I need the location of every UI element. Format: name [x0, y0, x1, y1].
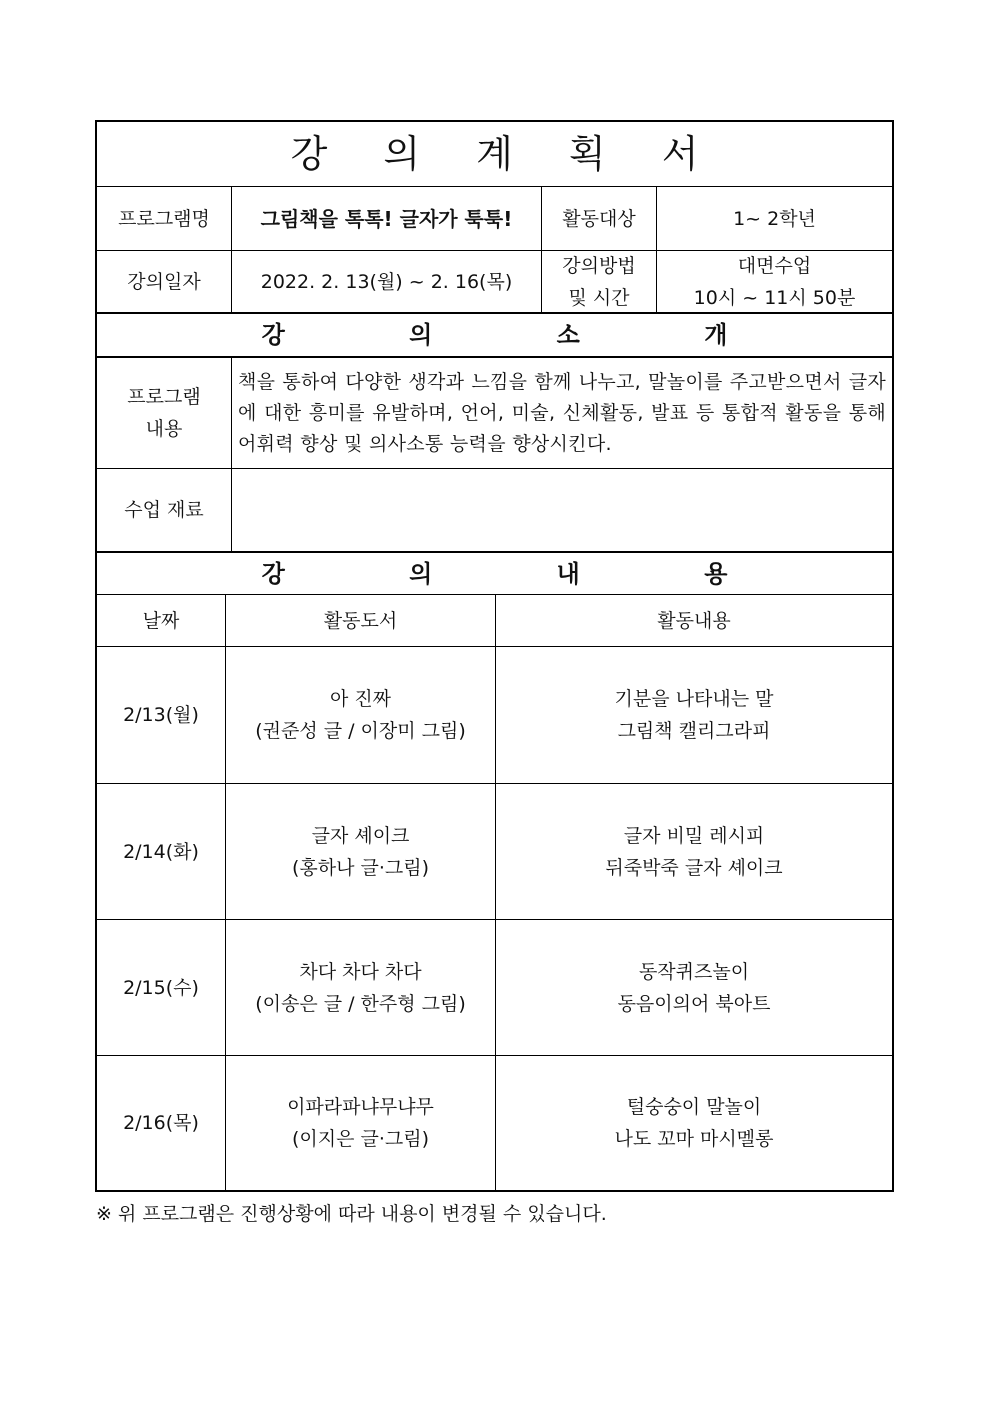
schedule-section-title: 강 의 내 용: [261, 559, 786, 588]
book-author: (홍하나 글·그림): [291, 856, 430, 879]
document-title: 강 의 계 획 서: [290, 132, 721, 176]
book-title: 글자 셰이크: [311, 824, 410, 847]
lecture-plan-table: [95, 120, 894, 1192]
content-text: 책을 통하여 다양한 생각과 느낌을 함께 나누고, 말놀이를 주고받으면서 글자에 대한 흥미를 유발하며, 언어, 미술, 신체활동, 발표 등 통합적 활동을 통해 어휘력 향상 및 의사소통 능력을 향상시킨다.: [238, 370, 886, 455]
divider: [541, 186, 542, 312]
method-value-line2: 10시 ~ 11시 50분: [693, 287, 856, 309]
target-value: 1~ 2학년: [733, 207, 816, 230]
book-author: (권준성 글 / 이장미 그림): [255, 720, 466, 742]
header-book: 활동도서: [323, 609, 398, 632]
method-label-line2: 및 시간: [568, 287, 630, 309]
table-row-book: [226, 647, 495, 783]
table-row-date: 2/13(월): [123, 704, 199, 726]
table-row-activity: [496, 920, 892, 1055]
table-row-date: 2/16(목): [123, 1112, 199, 1134]
activity-line1: 털숭숭이 말놀이: [626, 1096, 762, 1118]
table-row-activity: [496, 784, 892, 919]
divider: [495, 594, 496, 1190]
book-author: (이송은 글 / 한주형 그림): [255, 992, 466, 1015]
footnote: ※ 위 프로그램은 진행상황에 따라 내용이 변경될 수 있습니다.: [96, 1203, 607, 1225]
method-value: [657, 251, 892, 313]
content-label-line1: 프로그램: [127, 386, 201, 408]
content-label-line2: 내용: [145, 418, 183, 440]
book-title: 이파라파냐무냐무: [287, 1096, 434, 1118]
divider: [656, 186, 657, 312]
target-label: 활동대상: [562, 207, 636, 230]
activity-line1: 기분을 나타내는 말: [614, 688, 774, 710]
activity-line2: 뒤죽박죽 글자 셰이크: [605, 856, 783, 879]
method-label-line1: 강의방법: [562, 255, 636, 277]
table-row-date: 2/14(화): [123, 840, 199, 863]
divider: [231, 186, 232, 312]
content-label: [97, 358, 231, 468]
table-row-book: [226, 784, 495, 919]
header-date: 날짜: [142, 609, 180, 632]
activity-line2: 그림책 캘리그라피: [617, 720, 771, 742]
intro-section-title: 강 의 소 개: [261, 321, 786, 349]
book-title: 차다 차다 차다: [299, 960, 422, 983]
table-row-activity: [496, 1056, 892, 1190]
divider: [225, 594, 226, 1190]
date-label: 강의일자: [127, 271, 201, 293]
book-author: (이지은 글·그림): [291, 1128, 430, 1150]
activity-line2: 나도 꼬마 마시멜롱: [614, 1128, 774, 1150]
table-row-book: [226, 1056, 495, 1190]
date-value: 2022. 2. 13(월) ~ 2. 16(목): [260, 271, 513, 293]
materials-label: 수업 재료: [124, 499, 204, 521]
materials-value: [232, 469, 892, 551]
table-row-activity: [496, 647, 892, 783]
program-value: 그림책을 톡톡! 글자가 툭툭!: [260, 206, 513, 231]
activity-line1: 동작퀴즈놀이: [638, 960, 750, 983]
program-label: 프로그램명: [118, 207, 210, 230]
table-row-book: [226, 920, 495, 1055]
book-title: 아 진짜: [329, 688, 392, 710]
header-activity: 활동내용: [657, 609, 731, 632]
method-label: [542, 251, 656, 313]
method-value-line1: 대면수업: [737, 255, 812, 277]
table-row-date: 2/15(수): [123, 976, 199, 999]
activity-line2: 동음이의어 북아트: [617, 992, 771, 1015]
activity-line1: 글자 비밀 레시피: [623, 824, 765, 847]
divider: [231, 356, 232, 551]
